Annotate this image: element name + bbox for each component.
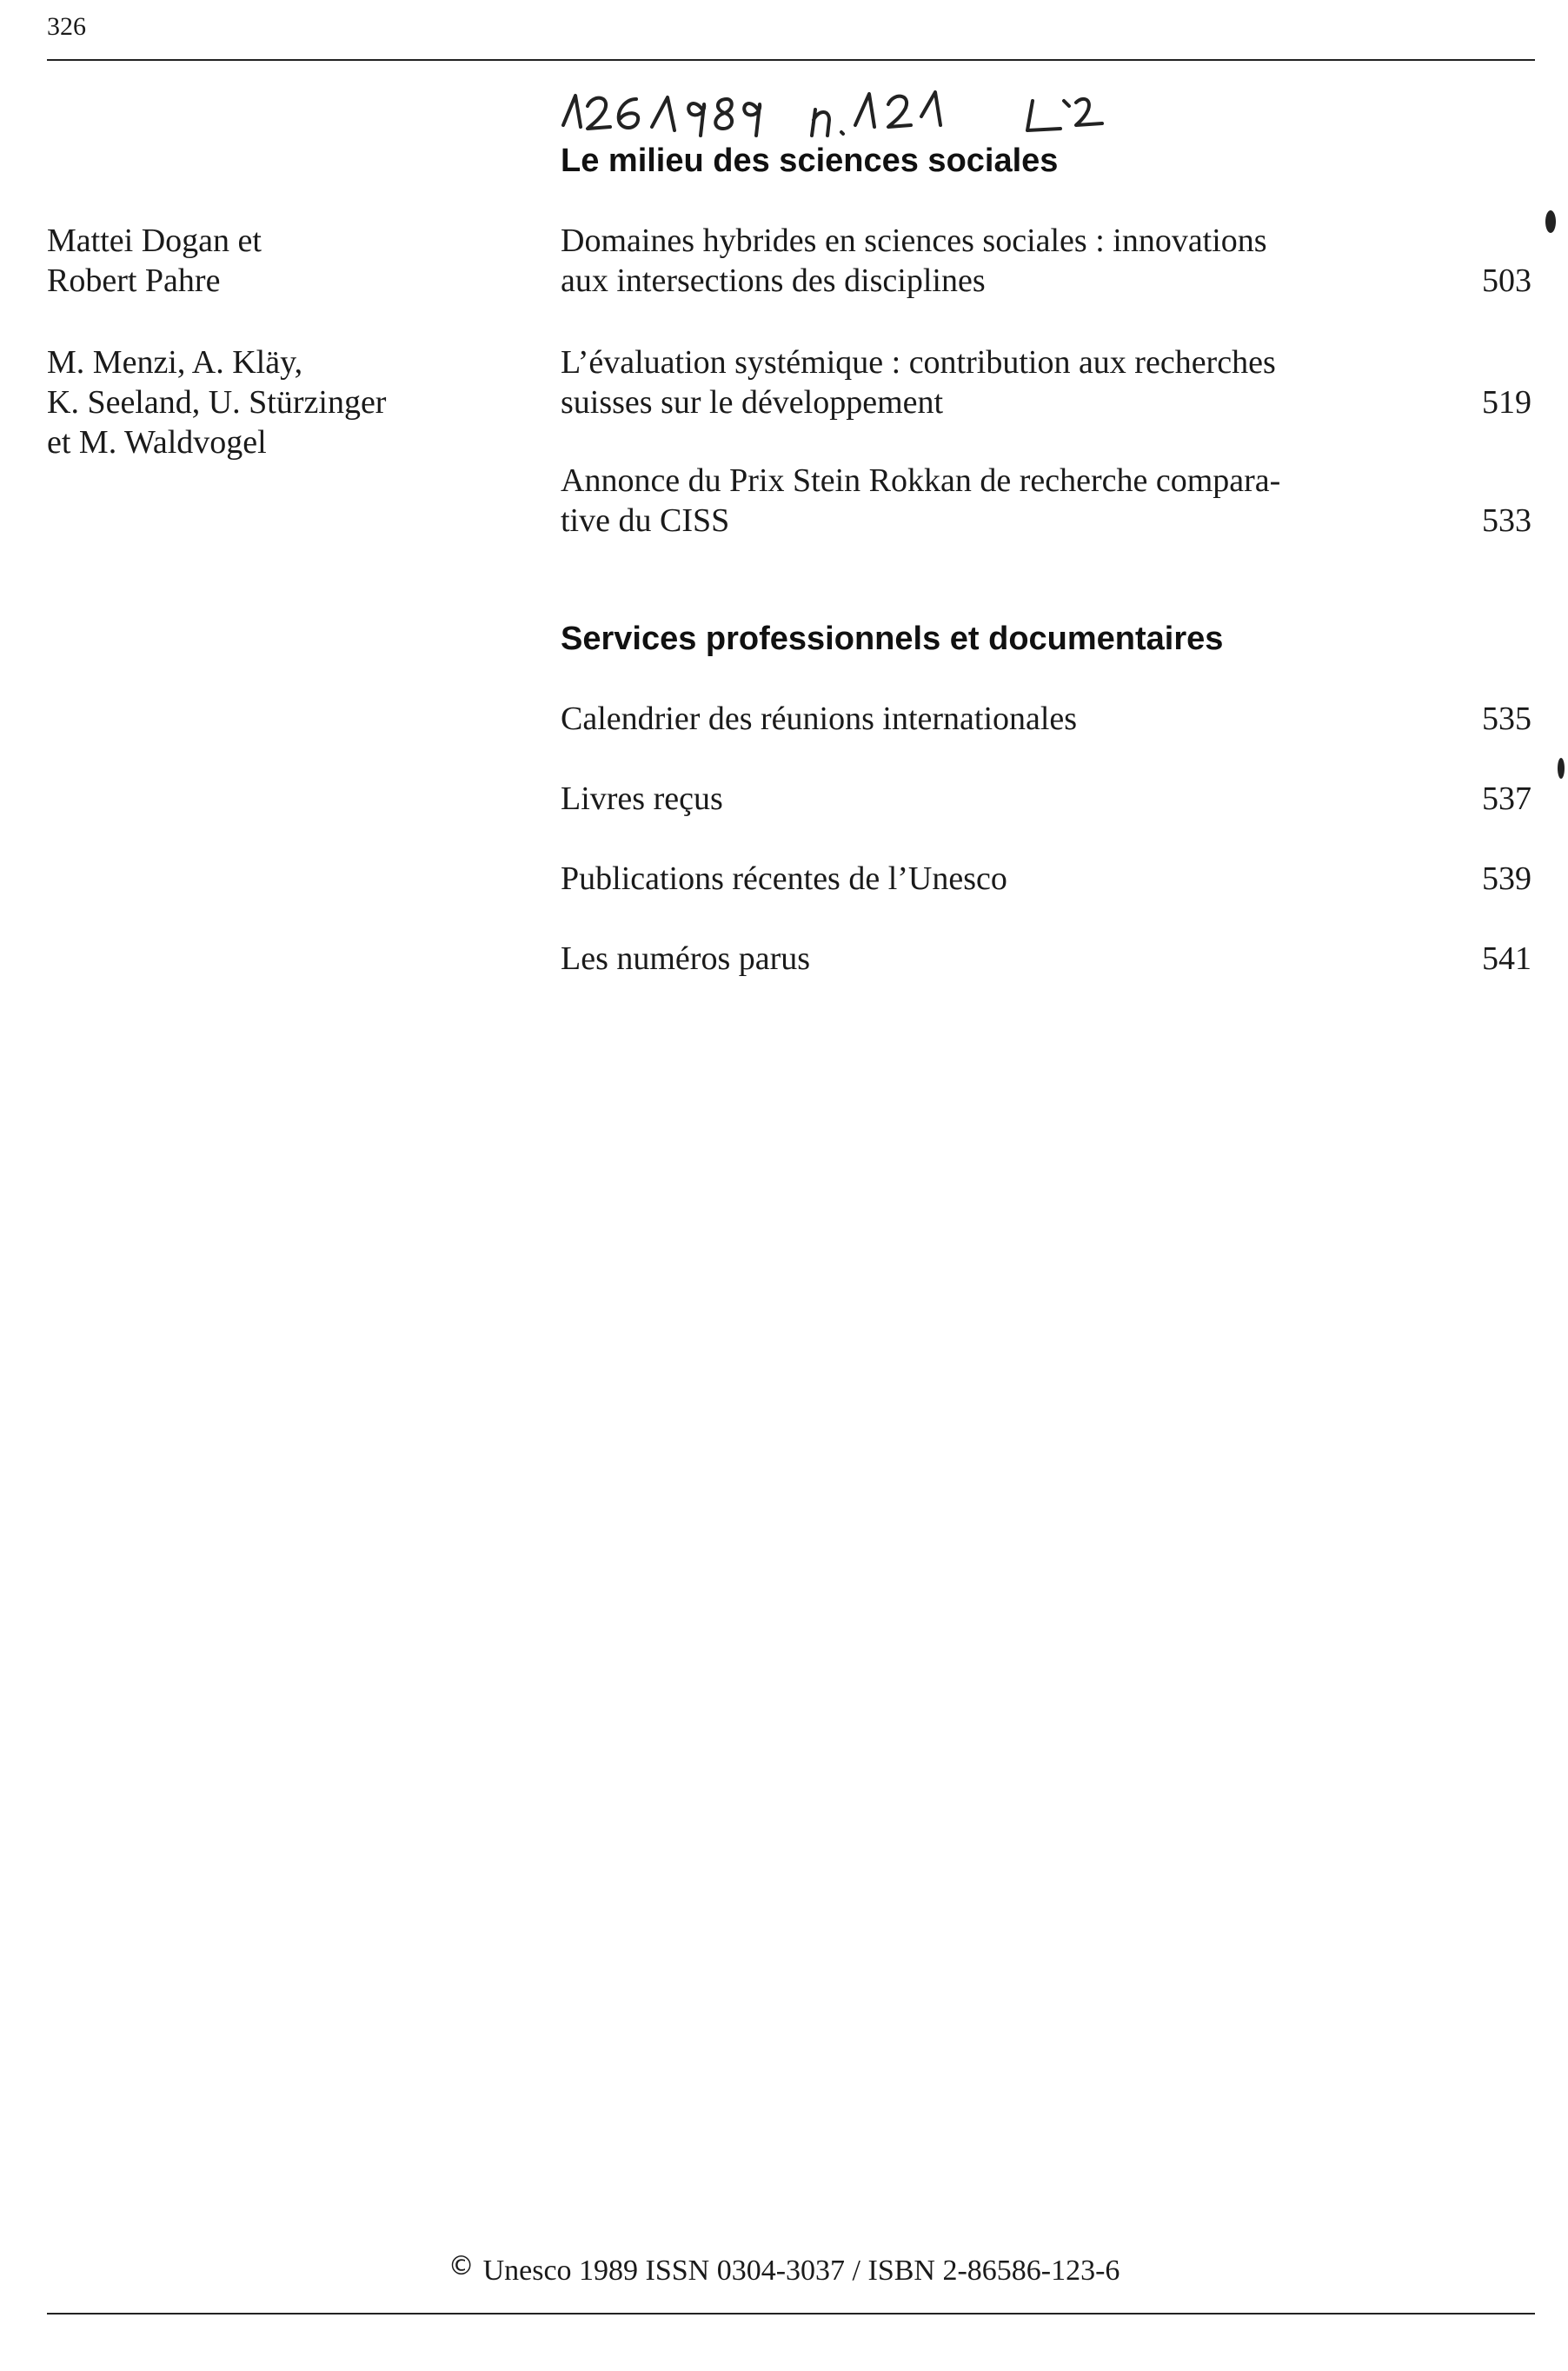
entry-page-number: 541 xyxy=(1482,940,1531,977)
author-line: Mattei Dogan et xyxy=(47,222,262,259)
author-line: M. Menzi, A. Kläy, xyxy=(47,344,303,381)
entry-authors xyxy=(47,221,499,301)
entry-page-number: 537 xyxy=(1482,780,1531,817)
entry-title-line: aux intersections des disciplines xyxy=(561,262,986,299)
entry-title-line: Annonce du Prix Stein Rokkan de recherche compara- xyxy=(561,462,1281,499)
scan-speck xyxy=(1545,210,1556,233)
author-line: Robert Pahre xyxy=(47,262,221,299)
handwritten-annotation xyxy=(556,75,1339,148)
scan-speck xyxy=(1558,758,1565,779)
entry-authors xyxy=(47,342,499,462)
section-heading-milieu: Le milieu des sciences sociales xyxy=(561,143,1059,179)
author-line: et M. Waldvogel xyxy=(47,424,267,461)
entry-title-line: Calendrier des réunions internationales xyxy=(561,701,1078,737)
page-number: 326 xyxy=(47,12,86,41)
header-rule xyxy=(47,59,1535,61)
toc-entry xyxy=(561,461,1535,541)
toc-entry xyxy=(561,939,1535,979)
copyright-footer xyxy=(0,2251,1568,2288)
entry-page-number: 539 xyxy=(1482,860,1531,897)
entry-page-number: 519 xyxy=(1482,384,1531,421)
entry-title-line: tive du CISS xyxy=(561,502,730,539)
entry-title-line: Livres reçus xyxy=(561,780,723,817)
entry-page-number: 503 xyxy=(1482,262,1531,299)
toc-entry xyxy=(561,342,1535,422)
toc-entry xyxy=(561,221,1535,301)
copyright-symbol: © xyxy=(448,2251,475,2281)
entry-title-line: Publications récentes de l’Unesco xyxy=(561,860,1007,897)
entry-title-line: suisses sur le développement xyxy=(561,384,944,421)
author-line: K. Seeland, U. Stürzinger xyxy=(47,384,387,421)
toc-entry xyxy=(561,699,1535,739)
copyright-text: Unesco 1989 ISSN 0304-3037 / ISBN 2-86586-123-6 xyxy=(482,2255,1120,2287)
footer-rule xyxy=(47,2313,1535,2315)
entry-title-line: Les numéros parus xyxy=(561,940,811,977)
toc-entry xyxy=(561,779,1535,819)
entry-title-line: Domaines hybrides en sciences sociales : innovations xyxy=(561,222,1267,259)
entry-title-line: L’évaluation systémique : contribution aux recherches xyxy=(561,344,1276,381)
entry-page-number: 533 xyxy=(1482,502,1531,539)
entry-page-number: 535 xyxy=(1482,701,1531,737)
section-heading-services: Services professionnels et documentaires xyxy=(561,621,1224,657)
toc-entry xyxy=(561,859,1535,899)
